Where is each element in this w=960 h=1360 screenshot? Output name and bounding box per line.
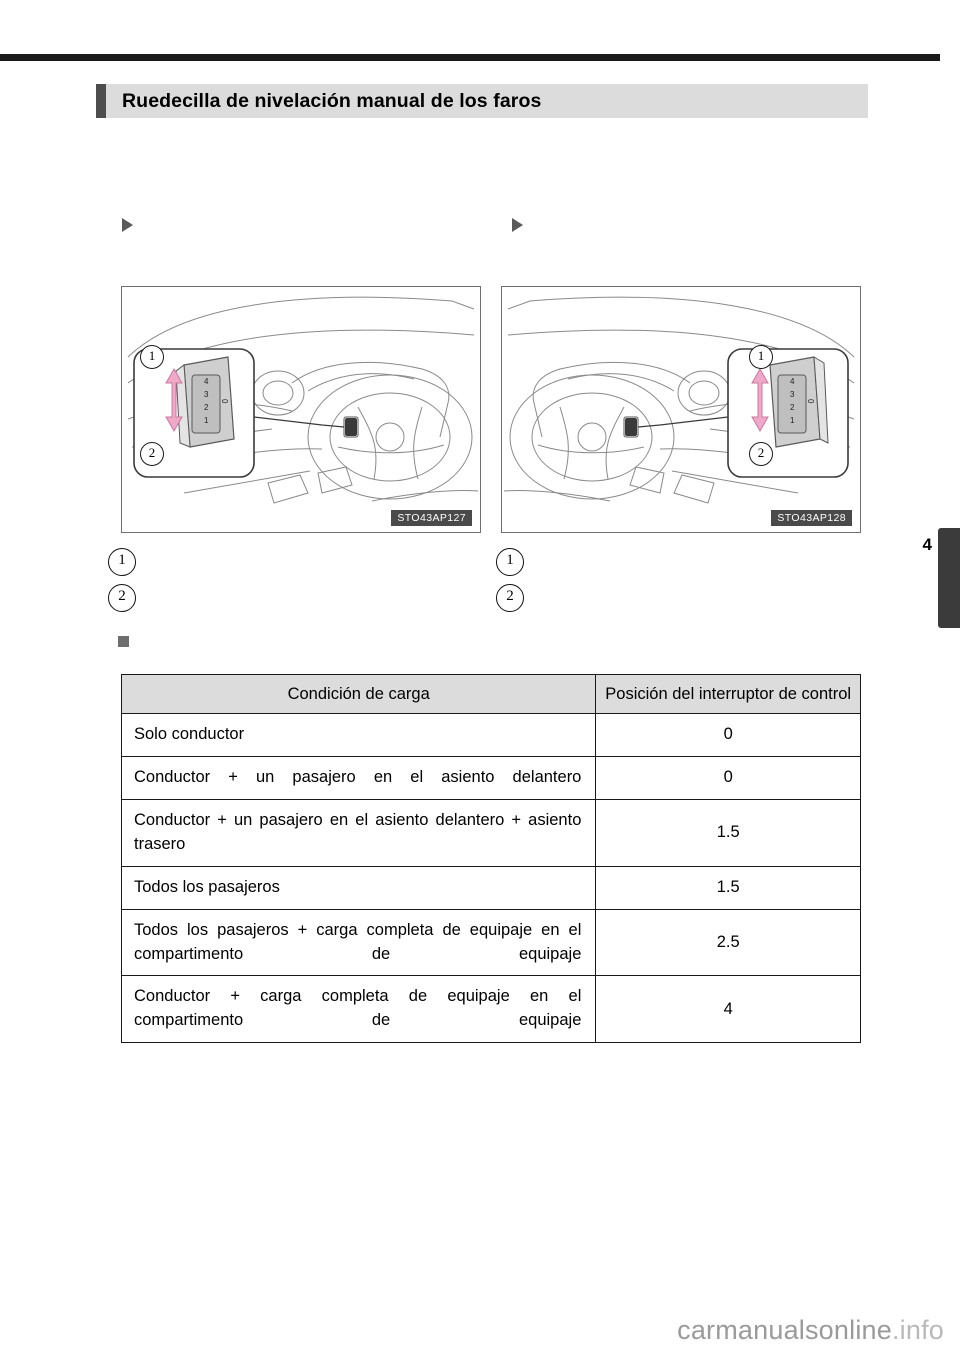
figure-right — [501, 286, 861, 533]
svg-text:1: 1 — [790, 416, 795, 425]
table-row — [122, 756, 861, 799]
footer-watermark-suffix: .info — [891, 1315, 944, 1345]
footer-watermark-main: carmanualsonline — [677, 1315, 892, 1345]
svg-text:0: 0 — [806, 399, 815, 404]
dashboard-sketch-left — [122, 287, 480, 532]
table-cell-condition: Conductor + un pasajero en el asiento delantero — [122, 756, 596, 799]
table-row — [122, 909, 861, 976]
section-header-tab — [96, 84, 106, 118]
svg-text:4: 4 — [204, 377, 209, 386]
table-cell-position: 4 — [596, 976, 861, 1043]
table-row — [122, 799, 861, 866]
dashboard-sketch-right — [502, 287, 860, 532]
table-header-position: Posición del interruptor de control — [596, 675, 861, 714]
table-cell-condition: Solo conductor — [122, 714, 596, 757]
svg-text:2: 2 — [204, 403, 209, 412]
table-cell-position: 0 — [596, 714, 861, 757]
table-cell-position: 1.5 — [596, 799, 861, 866]
table-cell-condition: Todos los pasajeros + carga completa de equipaje en el compartimento de equipaje — [122, 909, 596, 976]
callout-left-item-2: 2 — [108, 584, 136, 612]
load-condition-table — [121, 674, 861, 1043]
callout-right-item-1: 1 — [496, 548, 524, 576]
figure-left-code: STO43AP127 — [391, 510, 472, 526]
table-header-condition: Condición de carga — [122, 675, 596, 714]
figure-left-callout-1: 1 — [140, 345, 164, 369]
table-cell-condition: Conductor + carga completa de equipaje en el compartimento de equipaje — [122, 976, 596, 1043]
top-rule — [0, 54, 940, 61]
table-cell-position: 1.5 — [596, 866, 861, 909]
bullet-triangle-left-icon — [122, 218, 133, 232]
table-header-row — [122, 675, 861, 714]
svg-text:3: 3 — [790, 390, 795, 399]
chapter-number: 4 — [922, 535, 932, 554]
table-cell-position: 2.5 — [596, 909, 861, 976]
square-bullet-icon — [118, 636, 129, 647]
table-cell-condition: Todos los pasajeros — [122, 866, 596, 909]
page-title: Ruedecilla de nivelación manual de los faros — [122, 90, 542, 112]
svg-text:1: 1 — [204, 416, 209, 425]
svg-text:2: 2 — [790, 403, 795, 412]
figure-right-code: STO43AP128 — [771, 510, 852, 526]
callout-right-item-2: 2 — [496, 584, 524, 612]
figure-right-callout-1: 1 — [749, 345, 773, 369]
svg-text:4: 4 — [790, 377, 795, 386]
table-row — [122, 714, 861, 757]
figure-right-callout-2: 2 — [749, 442, 773, 466]
bullet-triangle-right-icon — [512, 218, 523, 232]
table-row — [122, 866, 861, 909]
table-cell-position: 0 — [596, 756, 861, 799]
figure-left — [121, 286, 481, 533]
chapter-tab — [938, 528, 960, 628]
callout-left-item-1: 1 — [108, 548, 136, 576]
top-rule-cap — [940, 54, 960, 61]
svg-text:3: 3 — [204, 390, 209, 399]
figure-left-callout-2: 2 — [140, 442, 164, 466]
svg-text:0: 0 — [220, 399, 229, 404]
table-row — [122, 976, 861, 1043]
table-cell-condition: Conductor + un pasajero en el asiento delantero + asiento trasero — [122, 799, 596, 866]
footer-watermark — [677, 1315, 944, 1346]
